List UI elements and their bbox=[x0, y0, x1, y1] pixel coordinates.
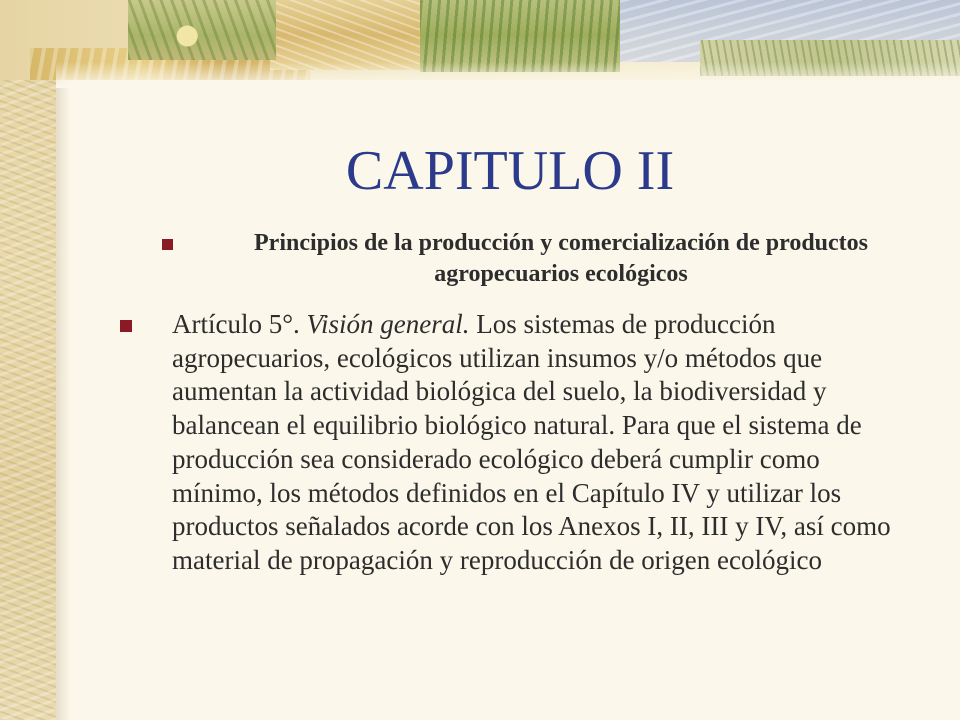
banner-photo-grain bbox=[270, 0, 420, 70]
article-heading: Visión general. bbox=[306, 309, 470, 339]
subheading-item bbox=[155, 228, 915, 290]
article-label: Artículo 5°. bbox=[172, 309, 300, 339]
square-bullet-icon bbox=[120, 320, 132, 332]
square-bullet-icon bbox=[162, 239, 173, 250]
article-item bbox=[110, 308, 910, 578]
slide-title: CAPITULO II bbox=[345, 140, 675, 202]
article-body: Los sistemas de producción agropecuarios, ecológicos utilizan insumos y/o métodos que aumentan la actividad biológica del suelo, la biodiversidad y balancean el equilibrio biológico natural. Para que el sistema de producción sea considerado ecológico deberá cumplir como mínimo, los métodos definidos en el Capítulo IV y utilizar los productos señalados acorde con los Anexos I, II, III y IV, así como material de propagación y reproducción de origen ecológico bbox=[172, 309, 891, 575]
subheading-text: Principios de la producción y comercialización de productos agropecuarios ecológicos bbox=[254, 230, 868, 287]
banner-photo-flower bbox=[128, 0, 276, 60]
decorative-left-strip bbox=[0, 0, 56, 720]
article-text bbox=[172, 308, 910, 578]
banner-fade bbox=[56, 62, 960, 88]
